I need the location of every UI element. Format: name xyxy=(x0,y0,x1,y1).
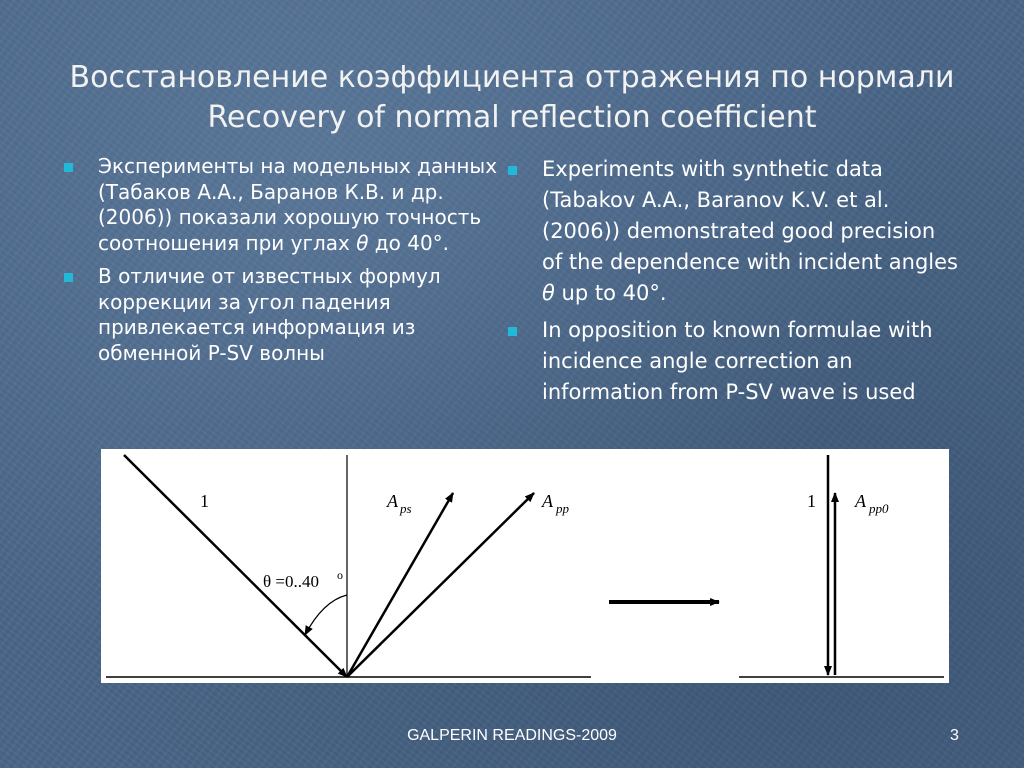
list-item xyxy=(64,154,504,256)
incidence-angle-arc xyxy=(305,595,347,635)
list-item-text: Experiments with synthetic data (Tabakov A.A., Baranov K.V. et al. (2006)) demonstrated good precision of the dependence with incident angles xyxy=(542,157,958,274)
slide-number: 3 xyxy=(950,727,959,744)
app-label-main: A xyxy=(542,491,553,511)
list-item-text: Эксперименты на модельных данных (Табаков А.А., Баранов К.В. и др. (2006)) показали хорошую точность соотношения при углах xyxy=(98,154,498,255)
footer-conference-name: GALPERIN READINGS-2009 xyxy=(407,727,617,744)
theta-symbol: θ xyxy=(356,230,369,255)
reflected-pp-ray-arrow xyxy=(347,493,534,677)
square-bullet-icon xyxy=(508,327,517,336)
square-bullet-icon xyxy=(64,273,73,282)
list-item-text: В отличие от известных формул коррекции за угол падения привлекается информация из обменной P-SV волны xyxy=(98,264,441,365)
normal-amplitude-label: 1 xyxy=(807,491,816,511)
angle-range-label: θ =0..40 xyxy=(263,572,319,591)
left-column-russian xyxy=(64,154,504,374)
list-item-text-end: up to 40°. xyxy=(554,281,667,305)
degree-mark: o xyxy=(337,568,343,582)
aps-label-subscript: ps xyxy=(400,501,412,516)
aps-label-main: A xyxy=(387,491,398,511)
list-item-text: In opposition to known formulae with incidence angle correction an information from P-SV wave is used xyxy=(542,318,933,404)
title-english: Recovery of normal reflection coefficient xyxy=(207,100,817,135)
app0-label-main: A xyxy=(855,491,866,511)
app0-label-subscript: pp0 xyxy=(869,501,889,516)
incident-ray-arrow xyxy=(124,455,347,677)
theta-symbol: θ xyxy=(542,281,555,305)
right-column-english xyxy=(508,154,958,414)
square-bullet-icon xyxy=(508,166,517,175)
slide-title xyxy=(0,58,1024,138)
list-item xyxy=(508,154,958,309)
list-item xyxy=(508,315,958,408)
reflection-diagram-svg xyxy=(101,449,949,683)
title-russian: Восстановление коэффициента отражения по нормали xyxy=(69,60,955,95)
square-bullet-icon xyxy=(64,163,73,172)
list-item-text-end: до 40°. xyxy=(368,230,450,255)
reflection-diagram xyxy=(101,449,949,683)
list-item xyxy=(64,264,504,366)
app-label-subscript: pp xyxy=(556,501,569,516)
incident-amplitude-label: 1 xyxy=(200,491,209,511)
converted-ps-ray-arrow xyxy=(347,493,453,677)
